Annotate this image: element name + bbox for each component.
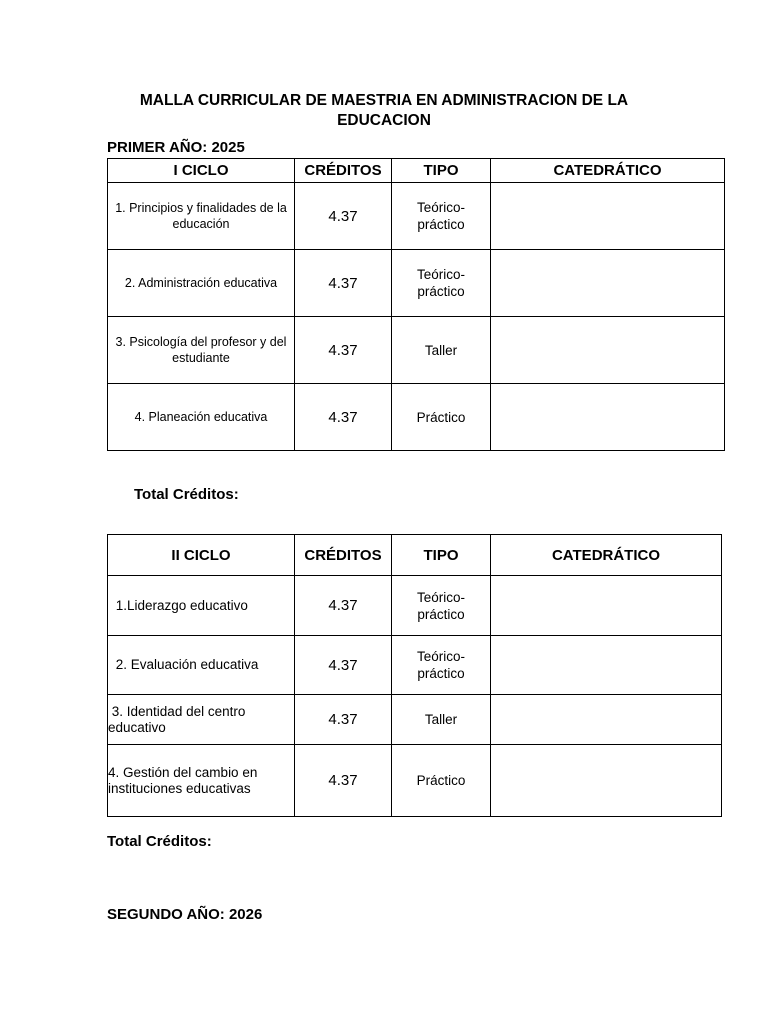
header-creditos: CRÉDITOS [295, 535, 392, 576]
table-row [108, 384, 725, 451]
header-ciclo: II CICLO [108, 535, 295, 576]
table-row [108, 636, 722, 695]
cycle-2-table [107, 534, 722, 817]
credits-cell: 4.37 [295, 384, 392, 451]
table-row [108, 317, 725, 384]
cycle-1-table [107, 158, 725, 451]
subject-cell: 2. Administración educativa [108, 250, 295, 317]
header-ciclo: I CICLO [108, 159, 295, 183]
credits-cell: 4.37 [295, 317, 392, 384]
catedratico-cell[interactable] [491, 745, 722, 817]
tipo-cell [392, 636, 491, 695]
cycle-1-total-label: Total Créditos: [134, 486, 239, 503]
table-row [108, 745, 722, 817]
tipo-cell [392, 250, 491, 317]
catedratico-cell[interactable] [491, 695, 722, 745]
catedratico-cell[interactable] [491, 576, 722, 636]
credits-cell: 4.37 [295, 576, 392, 636]
subject-cell: 3. Psicología del profesor y del estudiante [108, 317, 295, 384]
tipo-text: Teórico-práctico [416, 589, 465, 622]
header-tipo: TIPO [392, 159, 491, 183]
catedratico-cell[interactable] [491, 183, 725, 250]
subject-cell: 1.Liderazgo educativo [108, 576, 295, 636]
tipo-text: Teórico-práctico [416, 649, 465, 681]
table-row [108, 695, 722, 745]
tipo-cell: Práctico [392, 384, 491, 451]
subject-cell: 3. Identidad del centro educativo [108, 695, 295, 745]
tipo-cell [392, 183, 491, 250]
catedratico-cell[interactable] [491, 317, 725, 384]
year-2-label: SEGUNDO AÑO: 2026 [107, 906, 263, 923]
credits-cell: 4.37 [295, 183, 392, 250]
credits-cell: 4.37 [295, 695, 392, 745]
subject-cell: 4. Planeación educativa [108, 384, 295, 451]
catedratico-cell[interactable] [491, 636, 722, 695]
header-catedratico: CATEDRÁTICO [491, 535, 722, 576]
credits-cell: 4.37 [295, 745, 392, 817]
table-row [108, 576, 722, 636]
table-header-row [108, 159, 725, 183]
subject-cell: 4. Gestión del cambio en instituciones educativas [108, 745, 295, 817]
credits-cell: 4.37 [295, 636, 392, 695]
table-row [108, 183, 725, 250]
tipo-text: Teórico-práctico [416, 200, 465, 232]
document-title: MALLA CURRICULAR DE MAESTRIA EN ADMINISTRACION DE LA EDUCACION [139, 92, 629, 129]
year-1-label: PRIMER AÑO: 2025 [107, 139, 245, 156]
table-header-row [108, 535, 722, 576]
subject-cell: 2. Evaluación educativa [108, 636, 295, 695]
cycle-2-total-label: Total Créditos: [107, 833, 212, 850]
header-tipo: TIPO [392, 535, 491, 576]
table-row [108, 250, 725, 317]
tipo-cell: Taller [392, 317, 491, 384]
header-catedratico: CATEDRÁTICO [491, 159, 725, 183]
subject-cell: 1. Principios y finalidades de la educación [108, 183, 295, 250]
header-creditos: CRÉDITOS [295, 159, 392, 183]
tipo-text: Teórico-práctico [416, 267, 465, 299]
tipo-cell [392, 576, 491, 636]
credits-cell: 4.37 [295, 250, 392, 317]
tipo-cell: Práctico [392, 745, 491, 817]
catedratico-cell[interactable] [491, 384, 725, 451]
tipo-cell: Taller [392, 695, 491, 745]
catedratico-cell[interactable] [491, 250, 725, 317]
